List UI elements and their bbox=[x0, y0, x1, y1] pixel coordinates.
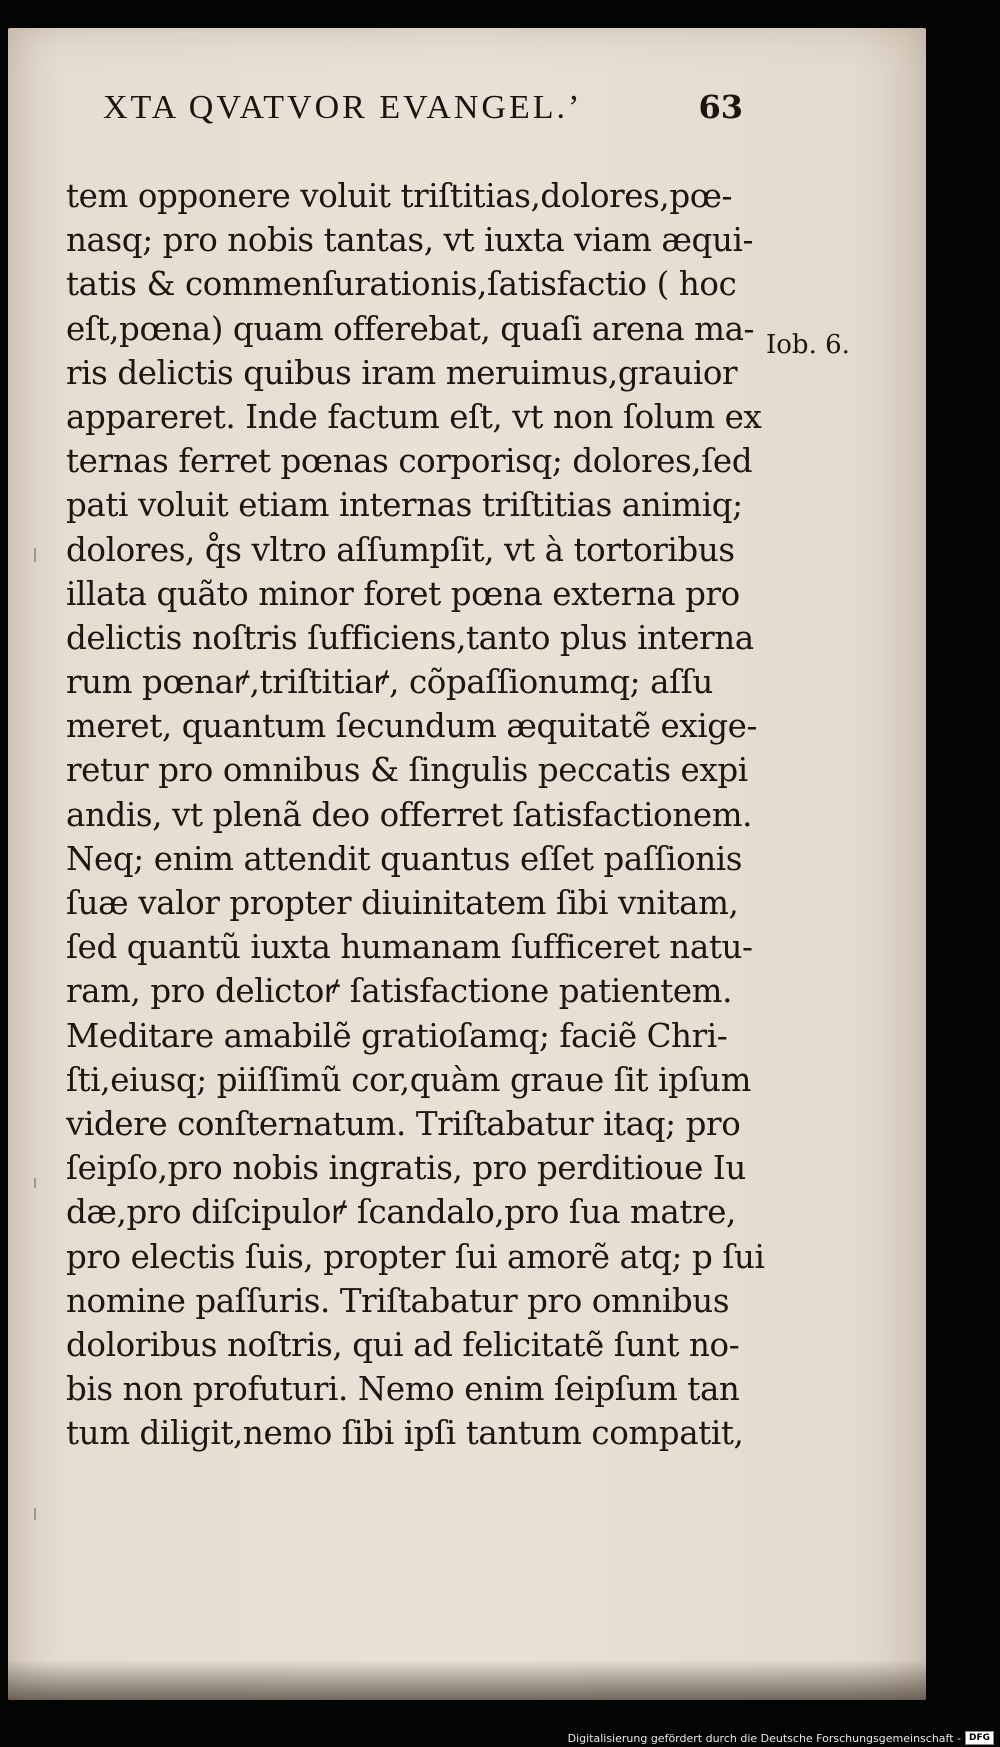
dfg-logo: DFG bbox=[965, 1731, 994, 1745]
text-line: doloribus noſtris, qui ad felicitatẽ ſunt no- bbox=[66, 1325, 740, 1364]
text-line: ſeipſo,pro nobis ingratis, pro perditioue Iu bbox=[66, 1149, 746, 1188]
text-line: ſti,eiusq; piiſſimũ cor,quàm graue ſit ipſum bbox=[66, 1060, 751, 1099]
text-line: ſed quantũ iuxta humanam ſufficeret natu- bbox=[66, 928, 753, 967]
binding-mark bbox=[34, 548, 36, 562]
marginal-note: Iob. 6. bbox=[766, 330, 850, 360]
text-line: ſuæ valor propter diuinitatem ſibi vnitam, bbox=[66, 884, 739, 922]
book-page bbox=[8, 28, 926, 1700]
text-line: dolores, q̊s vltro aſſumpſit, vt à tortoribus bbox=[66, 530, 735, 569]
digitization-credit bbox=[568, 1731, 994, 1745]
page-number: 63 bbox=[698, 88, 743, 126]
binding-mark bbox=[34, 1508, 36, 1520]
text-line: tum diligit,nemo ſibi ipſi tantum compatit, bbox=[66, 1414, 744, 1453]
text-line: rum pœnaꝵ,triſtitiaꝵ, cõpaſſionumq; aſſu bbox=[66, 663, 713, 702]
text-line: tem opponere voluit triſtitias,dolores,pœ- bbox=[66, 177, 733, 215]
text-line: Neq; enim attendit quantus eſſet paſſionis bbox=[66, 839, 743, 878]
text-line: pro electis ſuis, propter ſui amorẽ atq; p ſui bbox=[66, 1237, 765, 1276]
running-head bbox=[103, 88, 743, 127]
text-line: ternas ferret pœnas corporisq; dolores,ſed bbox=[66, 442, 753, 481]
text-line: ris delictis quibus iram meruimus,grauior bbox=[66, 353, 738, 392]
text-line: pati voluit etiam internas triſtitias animiq; bbox=[66, 486, 743, 525]
text-line: retur pro omnibus & ſingulis peccatis expi bbox=[66, 751, 748, 790]
text-line: appareret. Inde factum eſt, vt non ſolum ex bbox=[66, 397, 762, 436]
credit-text: Digitalisierung gefördert durch die Deutsche Forschungsgemeinschaft - bbox=[567, 1731, 961, 1745]
text-line: andis, vt plenã deo offerret ſatisfactionem. bbox=[66, 795, 753, 834]
text-line: ram, pro delictoꝵ ſatisfactione patientem. bbox=[66, 972, 733, 1011]
text-line: eſt,pœna) quam offerebat, quaſi arena ma- bbox=[66, 309, 755, 348]
running-title: XTA QVATVOR EVANGEL.’ bbox=[103, 89, 583, 126]
text-line: nasq; pro nobis tantas, vt iuxta viam æqui- bbox=[66, 221, 754, 260]
text-line: illata quãto minor foret pœna externa pro bbox=[66, 574, 740, 613]
text-line: nomine paſſuris. Triſtabatur pro omnibus bbox=[66, 1281, 730, 1320]
text-line: meret, quantum ſecundum æquitatẽ exige- bbox=[66, 707, 758, 746]
binding-mark bbox=[34, 1178, 36, 1188]
text-line: bis non profuturi. Nemo enim ſeipſum tan bbox=[66, 1370, 740, 1409]
text-line: videre conſternatum. Triſtabatur itaq; pro bbox=[66, 1104, 741, 1143]
text-line: delictis noſtris ſufficiens,tanto plus interna bbox=[66, 618, 754, 657]
text-line: dæ,pro diſcipuloꝵ ſcandalo,pro ſua matre, bbox=[66, 1193, 736, 1232]
text-line: tatis & commenſurationis,ſatisfactio ( hoc bbox=[66, 265, 737, 304]
body-text bbox=[66, 174, 766, 1455]
text-line: Meditare amabilẽ gratioſamq; faciẽ Chri- bbox=[66, 1016, 728, 1055]
